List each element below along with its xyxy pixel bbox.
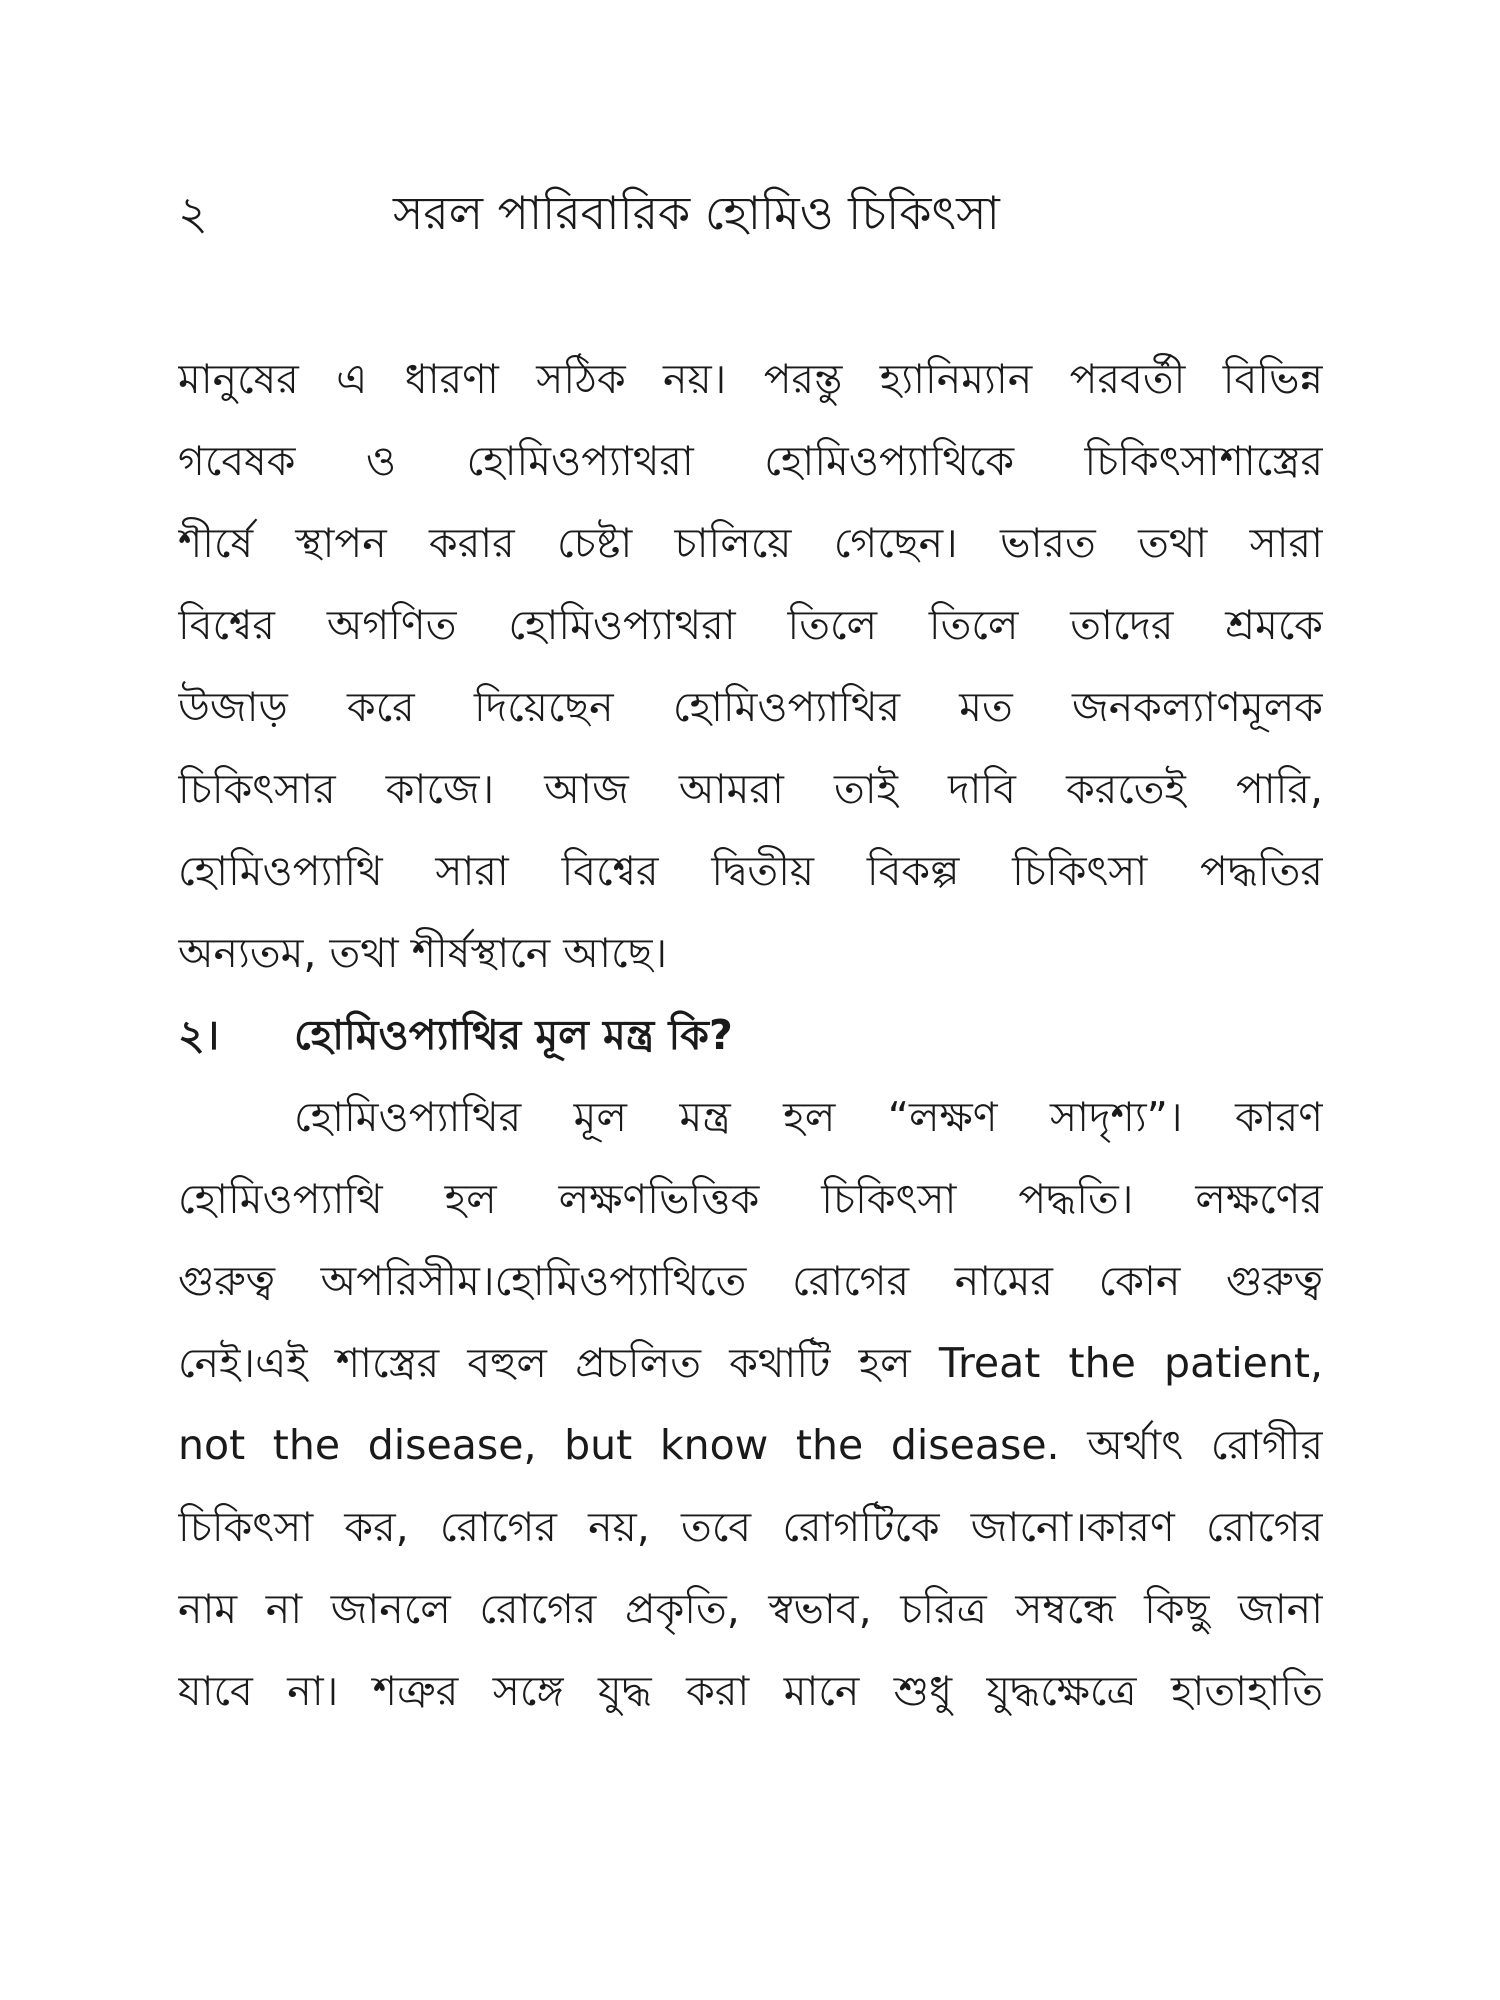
text-line: মানুষের এ ধারণা সঠিক নয়। পরন্তু হ্যানিম্যান পরবর্তী বিভিন্ন [178, 355, 1323, 403]
text-line: গবেষক ও হোমিওপ্যাথরা হোমিওপ্যাথিকে চিকিৎসাশাস্ত্রের [178, 437, 1323, 485]
text-line: অন্যতম, তথা শীর্ষস্থানে আছে। [178, 929, 668, 977]
running-title: সরল পারিবারিক হোমিও চিকিৎসা [393, 186, 1000, 240]
text-line: যাবে না। শত্রুর সঙ্গে যুদ্ধ করা মানে শুধু যুদ্ধক্ষেত্রে হাতাহাতি [178, 1667, 1323, 1715]
page-header [178, 178, 1338, 248]
text-line: শীর্ষে স্থাপন করার চেষ্টা চালিয়ে গেছেন। ভারত তথা সারা [178, 519, 1323, 567]
text-line: হোমিওপ্যাথির মূল মন্ত্র হল “লক্ষণ সাদৃশ্য”। কারণ [294, 1093, 1323, 1141]
body-text [178, 338, 1323, 1732]
section-title: হোমিওপ্যাথির মূল মন্ত্র কি? [294, 1011, 733, 1059]
text-line: হোমিওপ্যাথি সারা বিশ্বের দ্বিতীয় বিকল্প চিকিৎসা পদ্ধতির [178, 847, 1323, 895]
section-number: ২। [178, 1011, 220, 1059]
text-line: চিকিৎসা কর, রোগের নয়, তবে রোগটিকে জানো।কারণ রোগের [178, 1503, 1323, 1551]
text-line: not the disease, but know the disease. অর্থাৎ রোগীর [178, 1421, 1323, 1469]
paragraph-2 [178, 1076, 1323, 1732]
section-heading [178, 994, 1323, 1076]
text-line: চিকিৎসার কাজে। আজ আমরা তাই দাবি করতেই পারি, [178, 765, 1323, 813]
text-line: উজাড় করে দিয়েছেন হোমিওপ্যাথির মত জনকল্যাণমূলক [178, 683, 1323, 731]
text-line: হোমিওপ্যাথি হল লক্ষণভিত্তিক চিকিৎসা পদ্ধতি। লক্ষণের [178, 1175, 1323, 1223]
text-line: নাম না জানলে রোগের প্রকৃতি, স্বভাব, চরিত্র সম্বন্ধে কিছু জানা [178, 1585, 1323, 1633]
page-number: ২ [178, 186, 208, 240]
paragraph-1 [178, 338, 1323, 994]
text-line: গুরুত্ব অপরিসীম।হোমিওপ্যাথিতে রোগের নামের কোন গুরুত্ব [178, 1257, 1323, 1305]
text-line: বিশ্বের অগণিত হোমিওপ্যাথরা তিলে তিলে তাদের শ্রমকে [178, 601, 1323, 649]
text-line: নেই।এই শাস্ত্রের বহুল প্রচলিত কথাটি হল Treat the patient, [178, 1339, 1323, 1387]
